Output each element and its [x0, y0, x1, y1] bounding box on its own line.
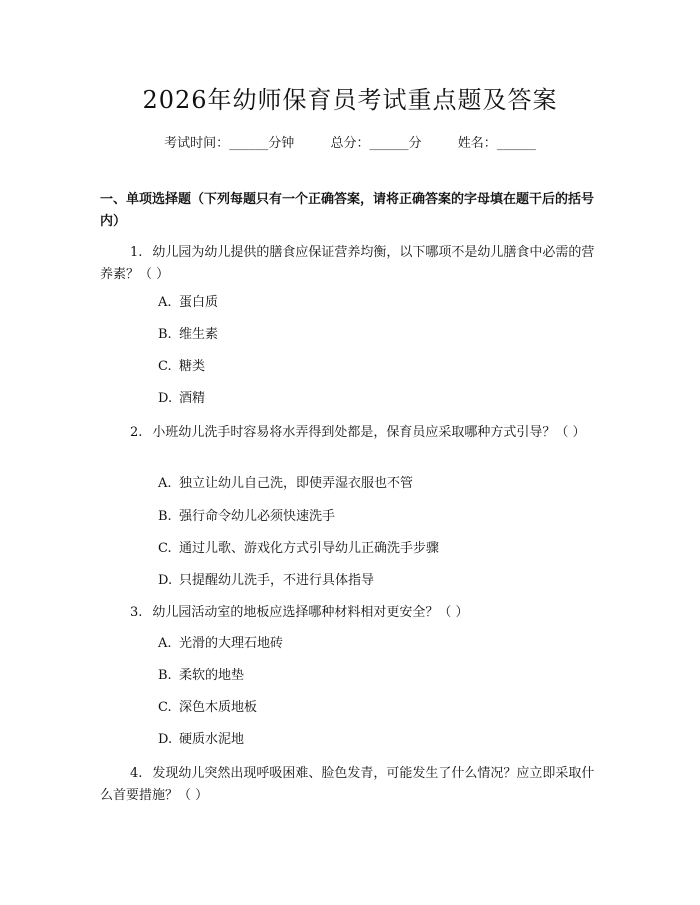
question-number: 4. [130, 766, 143, 781]
option-3d: D. 硬质水泥地 [158, 732, 245, 747]
question-4 [100, 763, 600, 807]
question-3 [100, 602, 600, 624]
section-heading: 一、单项选择题（下列每题只有一个正确答案，请将正确答案的字母填在题干后的括号内） [100, 192, 595, 229]
name-label: 姓名： [457, 136, 497, 151]
option-3c: C. 深色木质地板 [158, 700, 258, 715]
question-number: 3. [130, 605, 143, 620]
option-2d: D. 只提醒幼儿洗手，不进行具体指导 [158, 573, 375, 588]
score-blank: ______ [369, 136, 409, 151]
question-text: 发现幼儿突然出现呼吸困难、脸色发青，可能发生了什么情况？应立即采取什么首要措施？（ ） [100, 766, 595, 803]
question-text: 幼儿园为幼儿提供的膳食应保证营养均衡，以下哪项不是幼儿膳食中必需的营养素？（ ） [100, 245, 595, 282]
time-blank: ______ [229, 136, 269, 151]
score-unit: 分 [408, 136, 422, 151]
question-text: 幼儿园活动室的地板应选择哪种材料相对更安全？（ ） [152, 605, 469, 620]
question-number: 2. [130, 425, 143, 440]
option-2a: A. 独立让幼儿自己洗，即使弄湿衣服也不管 [158, 476, 414, 491]
option-3b: B. 柔软的地垫 [158, 668, 245, 683]
option-2b: B. 强行命令幼儿必须快速洗手 [158, 509, 336, 524]
option-1c: C. 糖类 [158, 359, 206, 374]
exam-meta-line [0, 132, 700, 151]
page-title: 2026年幼师保育员考试重点题及答案 [142, 86, 558, 114]
option-1b: B. 维生素 [158, 327, 219, 342]
option-1a: A. 蛋白质 [158, 295, 219, 310]
question-1 [100, 242, 600, 286]
time-label: 考试时间： [164, 136, 230, 151]
question-number: 1. [130, 245, 143, 260]
option-3a: A. 光滑的大理石地砖 [158, 636, 284, 651]
option-2c: C. 通过儿歌、游戏化方式引导幼儿正确洗手步骤 [158, 541, 440, 556]
score-label: 总分： [330, 136, 370, 151]
time-unit: 分钟 [268, 136, 295, 151]
option-1d: D. 酒精 [158, 391, 206, 406]
question-text: 小班幼儿洗手时容易将水弄得到处都是，保育员应采取哪种方式引导？（ ） [152, 425, 586, 440]
question-2 [100, 422, 600, 444]
name-blank: ______ [496, 136, 536, 151]
